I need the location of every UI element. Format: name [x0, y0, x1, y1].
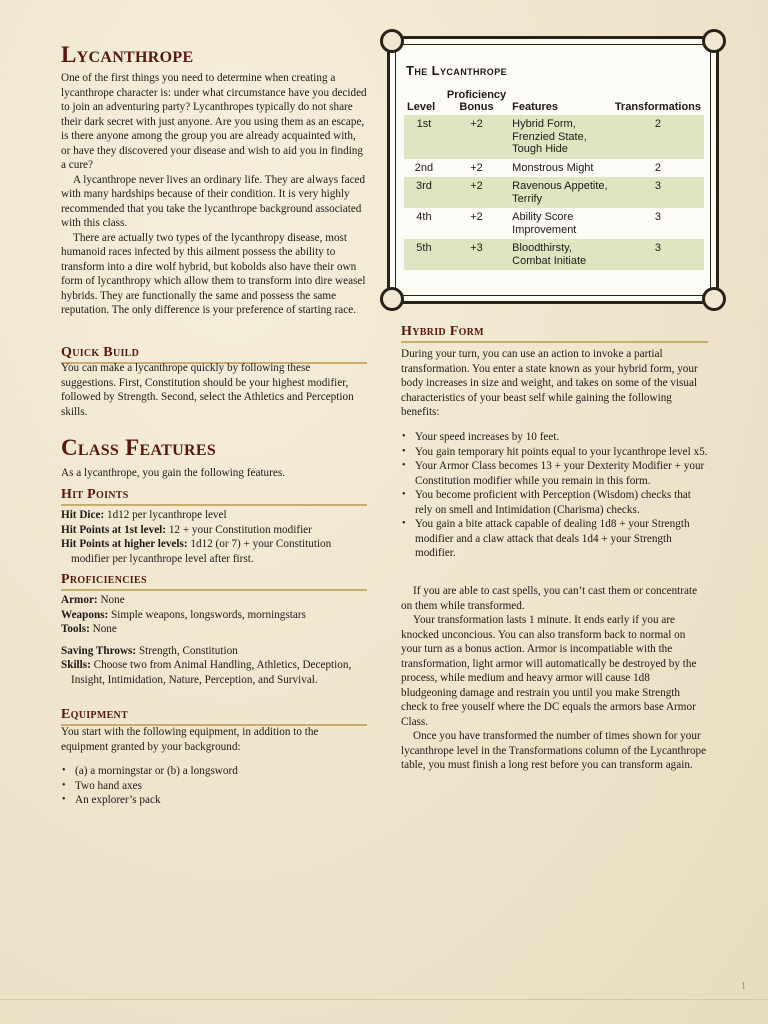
frame-corner-ornament	[380, 29, 404, 53]
hp-first-value: 12 + your Constitution modifier	[166, 523, 312, 536]
page-title: Lycanthrope	[61, 42, 194, 67]
hybrid-form-text: During your turn, you can use an action to invoke a partial transformation. You enter a state known as your hybrid form, your body increases in size and weight, and takes on some of the visual characteristics of your beast self while gaining the following benefits:	[401, 348, 698, 418]
table-row	[404, 177, 704, 208]
cell-transformations: 3	[654, 211, 661, 223]
cell-level: 2nd	[414, 161, 434, 174]
header-proficiency-bottom: Bonus	[459, 101, 494, 113]
equipment-list	[61, 764, 367, 808]
hit-dice-value: 1d12 per lycanthrope level	[104, 509, 227, 521]
class-features-heading: Class Features	[61, 435, 217, 460]
cell-bonus: +2	[444, 177, 509, 208]
saving-throws-value: Strength, Constitution	[136, 644, 238, 657]
frame-corner-ornament	[702, 29, 726, 53]
tools-value: None	[89, 623, 117, 635]
table-row	[404, 115, 704, 159]
quick-build-heading: Quick Build	[61, 345, 367, 364]
list-item: • Two hand axes	[75, 779, 367, 794]
cell-transformations: 3	[612, 239, 704, 270]
class-features-text: As a lycanthrope, you gain the following features.	[61, 467, 285, 479]
hybrid-benefits-list	[401, 430, 708, 561]
weapons-label: Weapons:	[61, 608, 109, 621]
table-row	[404, 208, 704, 239]
cell-features: Ability Score Improvement	[512, 211, 577, 236]
hp-first-label: Hit Points at 1st level:	[61, 523, 167, 536]
header-transformations: Transformations	[614, 101, 701, 113]
hit-dice-label: Hit Dice:	[61, 509, 105, 521]
rest-paragraph: Once you have transformed the number of times shown for your lycanthrope level in the Transformations column of the Lycanthrope table, you must finish a long rest before you can transform again.	[401, 730, 707, 771]
cell-transformations: 3	[612, 177, 704, 208]
list-item: • You become proficient with Perception (Wisdom) checks that rely on smell and Intimidation (Charisma) checks.	[415, 488, 708, 517]
weapons-value: Simple weapons, longswords, morningstars	[108, 608, 306, 621]
cell-features: Ravenous Appetite, Terrify	[509, 177, 612, 208]
table-row	[404, 159, 704, 178]
intro-paragraph-2: A lycanthrope never lives an ordinary life. They are always faced with many hardships because of their condition. It is very highly recommended that you take the lycanthrope background associated with this class.	[61, 173, 366, 229]
intro-paragraph-1: One of the first things you need to determine when creating a lycanthrope character is: under what circumstance have you decided to join an adventuring party? Lycanthropes typically do not share their dark secret with just anyone. Are you using them as an escape, is there anyone among the group you are already acquainted with, or have they discovered your disease and wish to aid you in finding a cure?	[61, 72, 367, 171]
quick-build-text: You can make a lycanthrope quickly by following these suggestions. First, Constitution should be your highest modifier, followed by Strength. Second, select the Athletics and Perception skills.	[61, 362, 354, 418]
proficiencies-block	[61, 593, 367, 687]
cell-transformations: 2	[612, 115, 704, 159]
list-item: • You gain a bite attack capable of dealing 1d8 + your Strength modifier and a claw attack that deals 1d4 + your Strength modifier.	[415, 517, 708, 561]
cell-bonus: +2	[470, 211, 483, 223]
table-header-row	[404, 89, 704, 115]
cell-bonus: +3	[444, 239, 509, 270]
hybrid-rules-text	[401, 584, 708, 773]
cell-bonus: +2	[470, 161, 483, 174]
table-title: The Lycanthrope	[406, 63, 508, 78]
frame-corner-ornament	[380, 287, 404, 311]
cell-bonus: +2	[444, 115, 509, 159]
lycanthrope-table-frame	[387, 36, 719, 304]
proficiencies-heading: Proficiencies	[61, 572, 367, 591]
hybrid-form-heading: Hybrid Form	[401, 324, 708, 343]
cell-features: Monstrous Might	[512, 161, 594, 174]
equipment-heading: Equipment	[61, 707, 367, 726]
list-item: • An explorer’s pack	[75, 793, 367, 808]
cell-level: 1st	[404, 115, 444, 159]
page-number: 1	[741, 981, 746, 992]
hit-points-heading: Hit Points	[61, 487, 367, 506]
list-item: • (a) a morningstar or (b) a longsword	[75, 764, 367, 779]
frame-corner-ornament	[702, 287, 726, 311]
list-item: • Your Armor Class becomes 13 + your Dexterity Modifier + your Constitution modifier while you remain in this form.	[415, 459, 708, 488]
cell-features: Hybrid Form, Frenzied State, Tough Hide	[509, 115, 612, 159]
header-proficiency-top: Proficiency	[446, 89, 507, 101]
tools-label: Tools:	[61, 623, 90, 635]
footer-decoration	[0, 999, 768, 1010]
hit-points-block	[61, 508, 367, 566]
cell-level: 3rd	[404, 177, 444, 208]
skills-label: Skills:	[61, 659, 91, 671]
header-features: Features	[512, 101, 559, 113]
intro-paragraph-3: There are actually two types of the lycanthropy disease, most humanoid races infected by this ailment possess the ability to transform into a dire wolf hybrid, but kobolds also have their own form of lycanthropy which allow them to transform into dire weasel hybrids. They are functionally the same and possess the same reputation. The only difference is your preference of starting race.	[61, 231, 366, 316]
equipment-text: You start with the following equipment, in addition to the equipment granted by your background:	[61, 726, 319, 753]
hp-higher-value: 1d12 (or 7) + your Constitution modifier per lycanthrope level after first.	[71, 538, 332, 565]
cell-level: 4th	[416, 211, 432, 223]
skills-value: Choose two from Animal Handling, Athletics, Deception, Insight, Intimidation, Nature, Perception, and Survival.	[71, 659, 352, 686]
table-row	[404, 239, 704, 270]
header-proficiency	[444, 89, 509, 115]
armor-label: Armor:	[61, 594, 98, 606]
duration-paragraph: Your transformation lasts 1 minute. It ends early if you are knocked unconcious. You can also transform back to normal on your turn as a bonus action. Armor is incompatiable with the transformation, light armor will automatically be destroyed by the process, while medium and heavy armor will cause 1d8 bludgeoning damage and restrain you until you make Strength check to free youself where the DC equals the armors base Armor Class.	[401, 614, 697, 728]
cell-features: Bloodthirsty, Combat Initiate	[509, 239, 612, 270]
list-item: • Your speed increases by 10 feet.	[415, 430, 708, 445]
cell-level: 5th	[404, 239, 444, 270]
cell-transformations: 2	[654, 161, 661, 174]
armor-value: None	[97, 594, 125, 606]
list-item: • You gain temporary hit points equal to your lycanthrope level x5.	[415, 445, 708, 460]
header-level: Level	[407, 101, 436, 113]
hp-higher-label: Hit Points at higher levels:	[61, 538, 188, 550]
lycanthrope-table	[404, 89, 704, 270]
spells-paragraph: If you are able to cast spells, you can’t cast them or concentrate on them while transformed.	[401, 585, 698, 612]
intro-text	[61, 71, 367, 318]
saving-throws-label: Saving Throws:	[61, 644, 137, 657]
